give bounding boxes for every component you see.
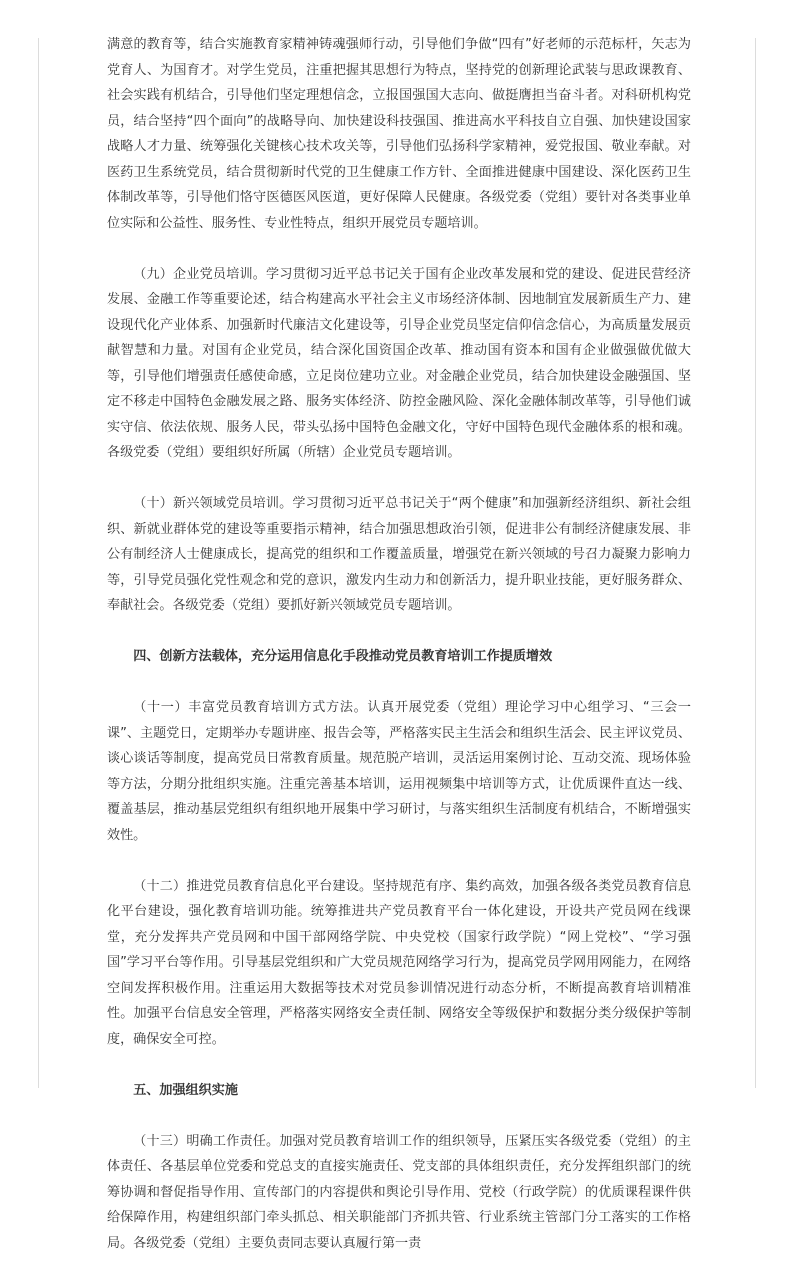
paragraph-11-training-methods: （十一）丰富党员教育培训方式方法。认真开展党委（党组）理论学习中心组学习、“三会一课”、主题党日，定期举办专题讲座、报告会等，严格落实民主生活会和组织生活会、民主评议党员、谈心谈话等制度，提高党员日常教育质量。规范脱产培训，灵活运用案例讨论、互动交流、现场体验等方法，分期分批组织实施。注重完善基本培训，运用视频集中培训等方式，让优质课件直达一线、覆盖基层，推动基层党组织有组织地开展集中学习研讨，与落实组织生活制度有机结合，不断增强实效性。 (107, 700, 691, 843)
right-margin-rule (755, 38, 756, 1088)
paragraph-9-enterprise-training: （九）企业党员培训。学习贯彻习近平总书记关于国有企业改革发展和党的建设、促进民营经济发展、金融工作等重要论述，结合构建高水平社会主义市场经济体制、因地制宜发展新质生产力、建设现代化产业体系、加强新时代廉洁文化建设等，引导企业党员坚定信仰信念信心，为高质量发展贡献智慧和力量。对国有企业党员，结合深化国资国企改革、推动国有资本和国有企业做强做优做大等，引导他们增强责任感使命感，立足岗位建功立业。对金融企业党员，结合加快建设金融强国、坚定不移走中国特色金融发展之路、服务实体经济、防控金融风险、深化金融体制改革等，引导他们诚实守信、依法依规、服务人民，带头弘扬中国特色金融文化，守好中国特色现代金融体系的根和魂。各级党委（党组）要组织好所属（所辖）企业党员专题培训。 (107, 266, 691, 460)
document-body (107, 32, 691, 1282)
paragraph-13-work-responsibility: （十三）明确工作责任。加强对党员教育培训工作的组织领导，压紧压实各级党委（党组）的主体责任、各基层单位党委和党总支的直接实施责任、党支部的具体组织责任，充分发挥组织部门的统筹协调和督促指导作用、宣传部门的内容提供和舆论引导作用、党校（行政学院）的优质课程课件供给保障作用，构建组织部门牵头抓总、相关职能部门齐抓共管、行业系统主管部门分工落实的工作格局。各级党委（党组）主要负责同志要认真履行第一责 (107, 1133, 691, 1251)
left-margin-rule (38, 38, 39, 1088)
paragraph-10-emerging-fields-training: （十）新兴领域党员培训。学习贯彻习近平总书记关于“两个健康”和加强新经济组织、新社会组织、新就业群体党的建设等重要指示精神，结合加强思想政治引领，促进非公有制经济健康发展、非公有制经济人士健康成长，提高党的组织和工作覆盖质量，增强党在新兴领域的号召力凝聚力影响力等，引导党员强化党性观念和党的意识，激发内生动力和创新活力，提升职业技能，更好服务群众、奉献社会。各级党委（党组）要抓好新兴领域党员专题培训。 (107, 496, 691, 613)
paragraph-continued: 满意的教育等，结合实施教育家精神铸魂强师行动，引导他们争做“四有”好老师的示范标杆，矢志为党育人、为国育才。对学生党员，注重把握其思想行为特点，坚持党的创新理论武装与思政课教育、社会实践有机结合，引导他们坚定理想信念，立报国强国大志向、做挺膺担当奋斗者。对科研机构党员，结合坚持“四个面向”的战略导向、加快建设科技强国、推进高水平科技自立自强、加快建设国家战略人才力量、统筹强化关键核心技术攻关等，引导他们弘扬科学家精神，爱党报国、敬业奉献。对医药卫生系统党员，结合贯彻新时代党的卫生健康工作方针、全面推进健康中国建设、深化医药卫生体制改革等，引导他们恪守医德医风医道，更好保障人民健康。各级党委（党组）要针对各类事业单位实际和公益性、服务性、专业性特点，组织开展党员专题培训。 (107, 37, 691, 231)
paragraph-12-informatization-platform: （十二）推进党员教育信息化平台建设。坚持规范有序、集约高效，加强各级各类党员教育信息化平台建设，强化教育培训功能。统筹推进共产党员教育平台一体化建设，开设共产党员网在线课堂，充分发挥共产党员网和中国干部网络学院、中央党校（国家行政学院）“网上党校”、“学习强国”学习平台等作用。引导基层党组织和广大党员规范网络学习行为，提高党员学网用网能力，在网络空间发挥积极作用。注重运用大数据等技术对党员参训情况进行动态分析，不断提高教育培训精准性。加强平台信息安全管理，严格落实网络安全责任制、网络安全等级保护和数据分类分级保护等制度，确保安全可控。 (107, 878, 691, 1047)
section-heading-4: 四、创新方法载体，充分运用信息化手段推动党员教育培训工作提质增效 (133, 649, 553, 664)
section-heading-5: 五、加强组织实施 (133, 1082, 238, 1098)
